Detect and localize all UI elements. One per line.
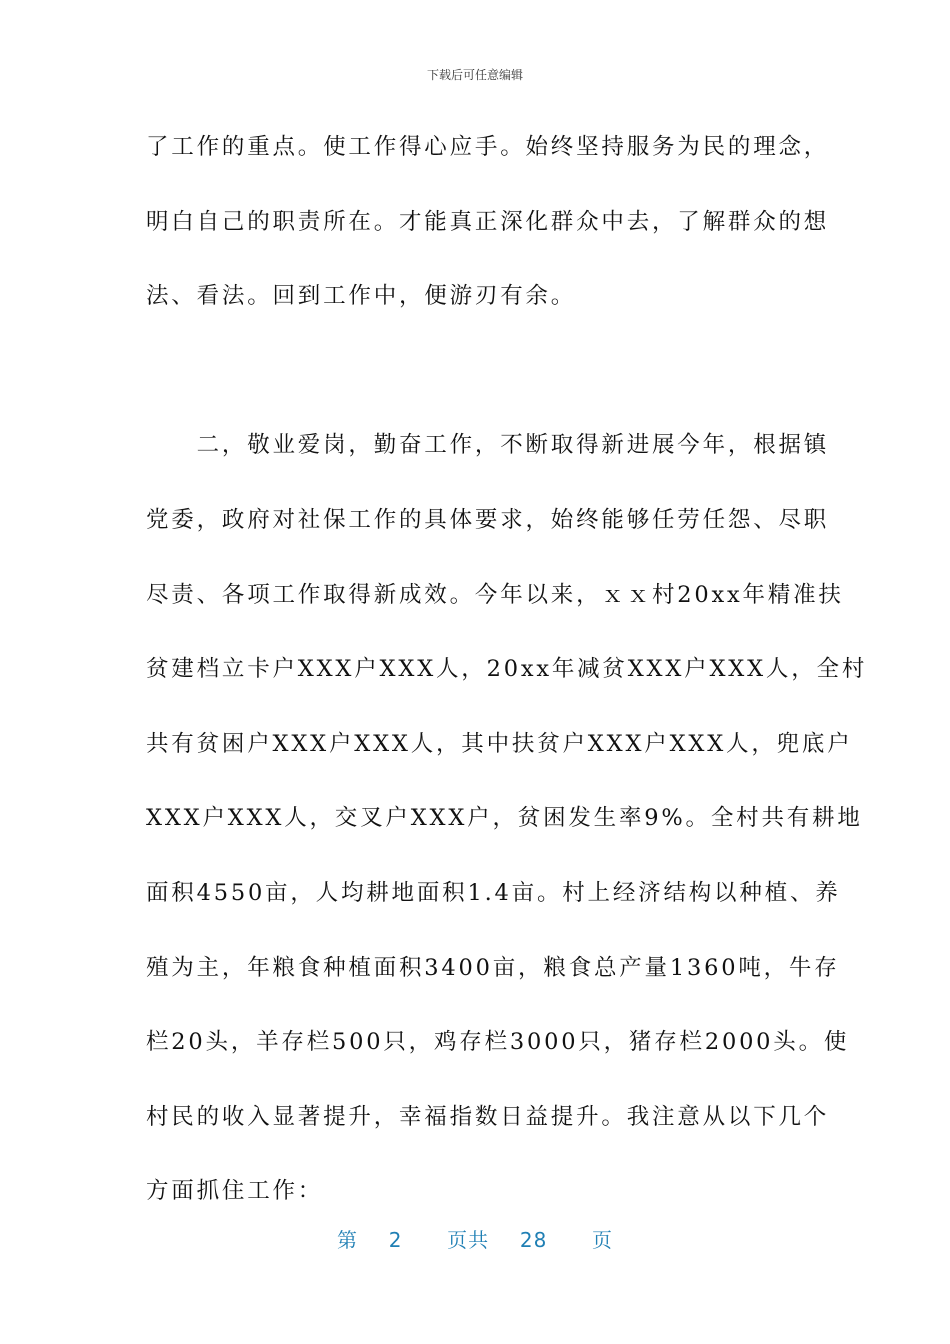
footer-prefix: 第: [336, 1228, 358, 1252]
header-note: 下载后可任意编辑: [426, 68, 523, 82]
body-line: 二，敬业爱岗，勤奋工作，不断取得新进展今年，根据镇: [146, 432, 830, 459]
body-line: 殖为主，年粮食种植面积3400亩，粮食总产量1360吨，牛存: [146, 954, 840, 981]
body-line: 法、看法。回到工作中，便游刃有余。: [146, 283, 577, 310]
body-line: 栏20头，羊存栏500只，鸡存栏3000只，猪存栏2000头。使: [146, 1029, 850, 1056]
body-line: 面积4550亩，人均耕地面积1.4亩。村上经济结构以种植、养: [146, 879, 841, 906]
body-line: XXX户XXX人，交叉户XXX户，贫困发生率9%。全村共有耕地: [146, 805, 863, 832]
footer-middle: 页共: [447, 1228, 490, 1252]
total-pages-number: 28: [519, 1228, 548, 1252]
blank-line: [146, 344, 806, 419]
body-line: 方面抓住工作：: [146, 1178, 324, 1205]
body-line: 共有贫困户XXX户XXX人，其中扶贫户XXX户XXX人，兜底户: [146, 730, 853, 757]
body-line: 党委，政府对社保工作的具体要求，始终能够任劳任怨、尽职: [146, 506, 830, 533]
current-page-number: 2: [388, 1228, 403, 1252]
body-line: 明白自己的职责所在。才能真正深化群众中去，了解群众的想: [146, 208, 830, 235]
body-line: 了工作的重点。使工作得心应手。始终坚持服务为民的理念，: [146, 134, 830, 160]
body-line: 尽责、各项工作取得新成效。今年以来，ｘｘ村20xx年精准扶: [146, 581, 844, 608]
body-line: 贫建档立卡户XXX户XXX人，20xx年减贫XXX户XXX人，全村: [146, 656, 868, 683]
page-number-footer: [0, 1224, 950, 1253]
document-body: [146, 120, 868, 1239]
footer-suffix: 页: [592, 1228, 614, 1252]
body-line: 村民的收入显著提升，幸福指数日益提升。我注意从以下几个: [146, 1103, 830, 1130]
